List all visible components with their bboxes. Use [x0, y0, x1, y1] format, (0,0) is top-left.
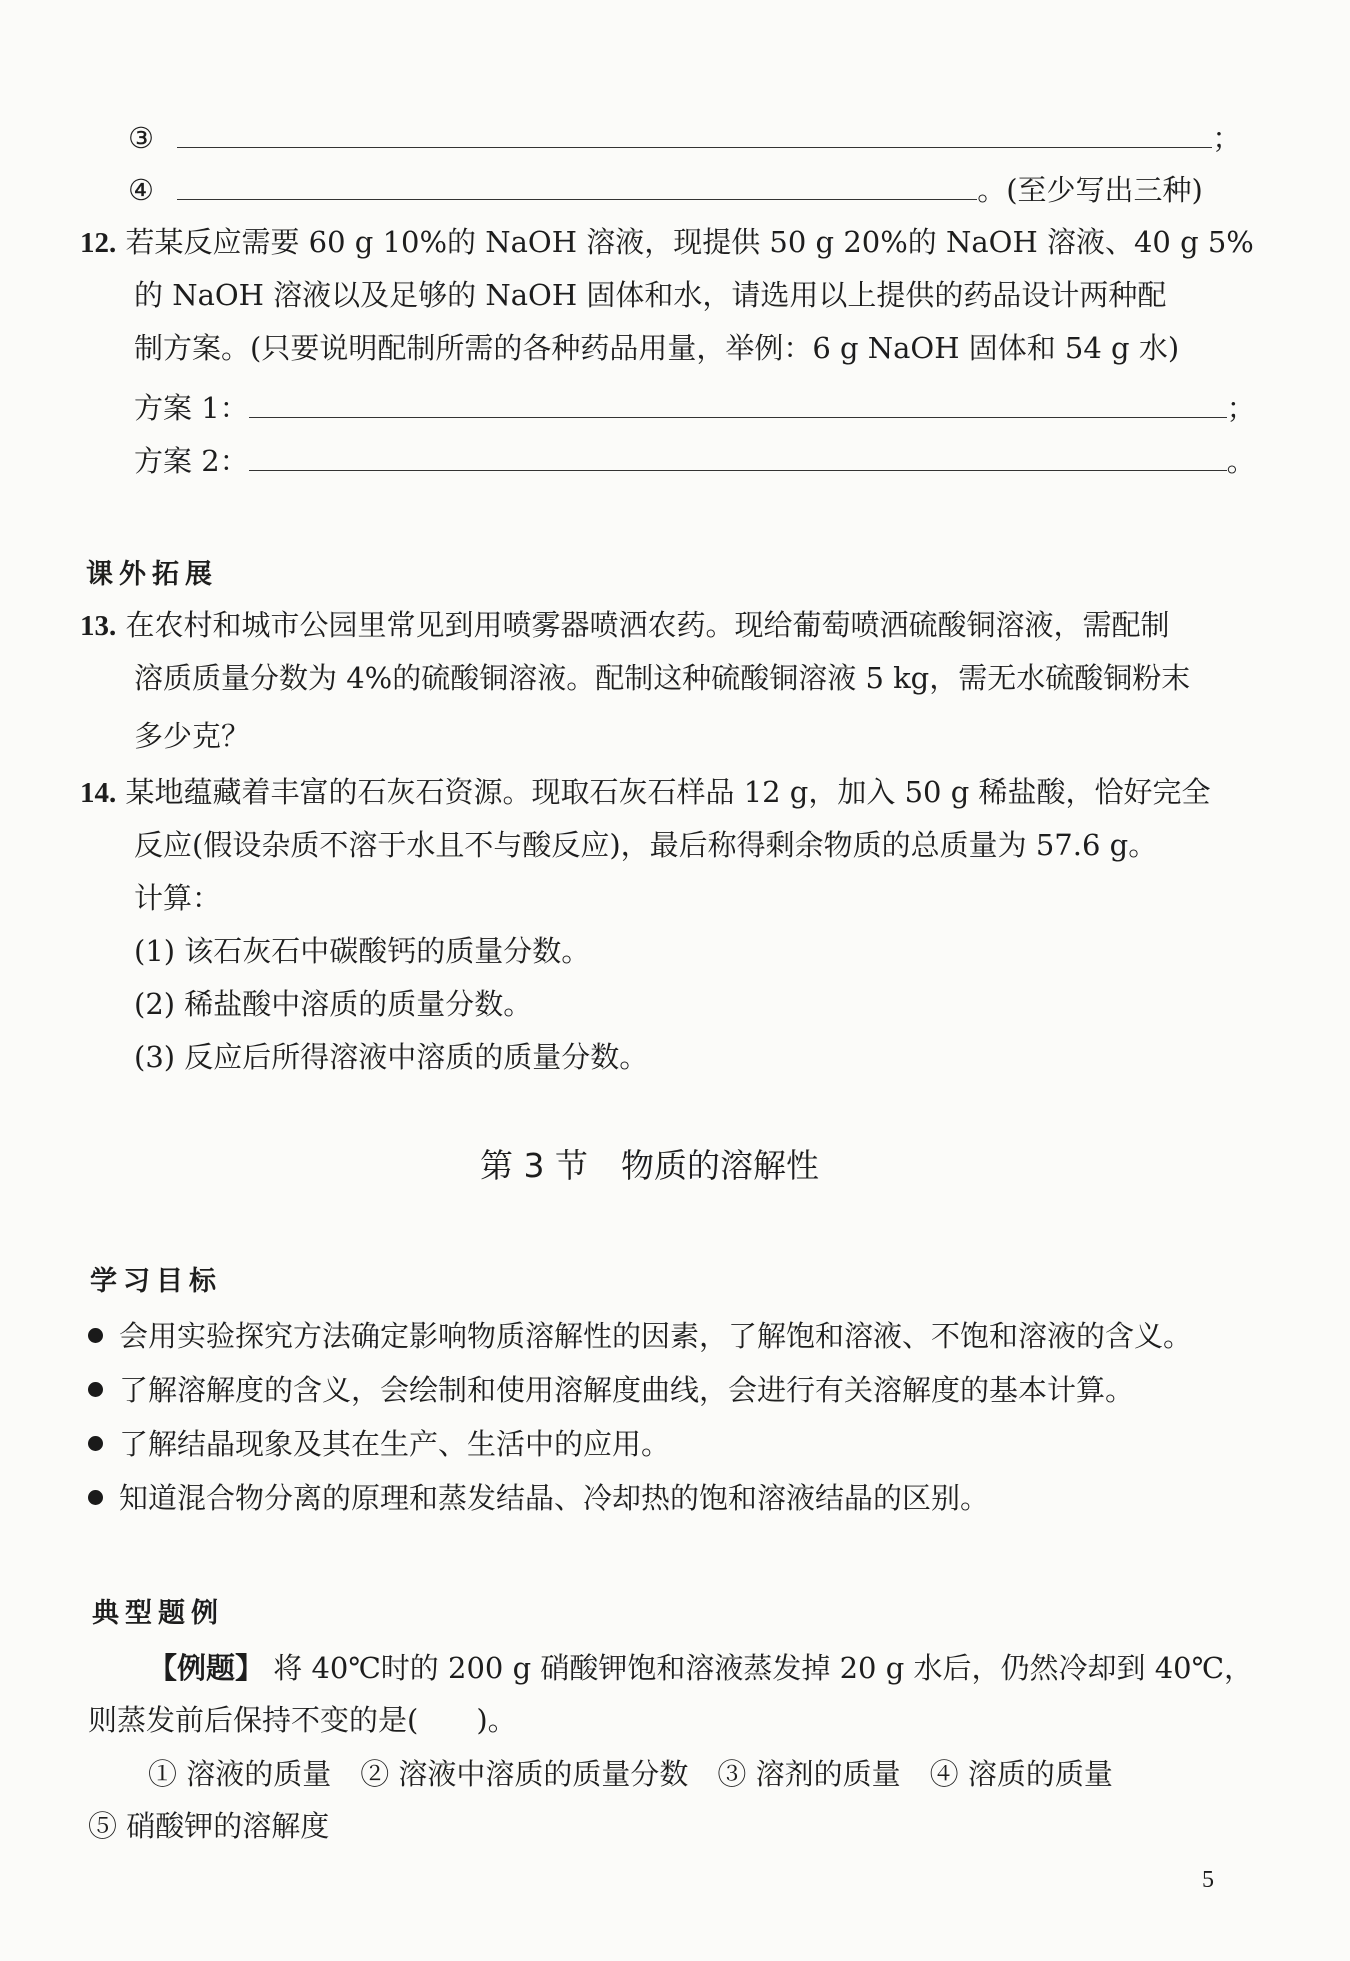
typical-examples-heading: 典型题例: [92, 1598, 224, 1629]
objective-item: [88, 1370, 1134, 1410]
plan-2: [134, 441, 1256, 481]
q11-item3: [128, 118, 1241, 158]
plan-1-label: 方案 1：: [134, 391, 249, 425]
item4-marker: ④: [128, 173, 154, 207]
punct: ；: [1212, 121, 1242, 155]
objective-text: 会用实验探究方法确定影响物质溶解性的因素，了解饱和溶液、不饱和溶液的含义。: [119, 1319, 1193, 1353]
question-13-line3: 多少克？: [134, 719, 251, 753]
plan-1-blank[interactable]: [249, 389, 1227, 418]
question-14-line2: 反应(假设杂质不溶于水且不与酸反应)，最后称得剩余物质的总质量为 57.6 g。: [134, 828, 1158, 862]
question-12-line3: 制方案。(只要说明配制所需的各种药品用量，举例：6 g NaOH 固体和 54 g 水): [134, 331, 1180, 365]
objective-text: 知道混合物分离的原理和蒸发结晶、冷却热的饱和溶液结晶的区别。: [119, 1481, 990, 1515]
page-number: 5: [1202, 1867, 1214, 1893]
plan-1: [134, 388, 1256, 428]
question-14-line3: 计算：: [134, 881, 222, 915]
objective-item: [88, 1478, 989, 1518]
learning-objectives-heading: 学习目标: [90, 1266, 222, 1297]
bullet-icon: [88, 1490, 103, 1505]
answer-blank[interactable]: [177, 171, 977, 200]
question-number: 14.: [80, 777, 117, 809]
bullet-icon: [88, 1382, 103, 1397]
punct: ；: [1226, 391, 1256, 425]
objective-item: [88, 1316, 1192, 1356]
question-13-line1: [80, 605, 1169, 646]
answer-blank[interactable]: [177, 119, 1212, 148]
section-title: 第 3 节 物质的溶解性: [480, 1146, 819, 1185]
note: 。(至少写出三种): [977, 173, 1203, 207]
item3-marker: ③: [128, 121, 154, 155]
plan-2-label: 方案 2：: [134, 444, 249, 478]
objective-text: 了解结晶现象及其在生产、生活中的应用。: [119, 1427, 671, 1461]
example-label: 【例题】: [148, 1651, 265, 1685]
question-12-line2: 的 NaOH 溶液以及足够的 NaOH 固体和水，请选用以上提供的药品设计两种配: [134, 278, 1167, 312]
question-number: 12.: [80, 227, 117, 259]
question-14-line1: [80, 772, 1211, 813]
example-line1: [148, 1648, 1253, 1688]
example-options: ① 溶液的质量 ② 溶液中溶质的质量分数 ③ 溶剂的质量 ④ 溶质的质量: [148, 1757, 1113, 1791]
question-14-sub3: (3) 反应后所得溶液中溶质的质量分数。: [134, 1040, 649, 1074]
question-number: 13.: [80, 610, 117, 642]
question-14-sub1: (1) 该石灰石中碳酸钙的质量分数。: [134, 934, 591, 968]
example-text: 将 40℃时的 200 g 硝酸钾饱和溶液蒸发掉 20 g 水后，仍然冷却到 40℃，: [273, 1651, 1254, 1685]
question-12-line1: [80, 222, 1254, 263]
bullet-icon: [88, 1328, 103, 1343]
question-text: 某地蕴藏着丰富的石灰石资源。现取石灰石样品 12 g，加入 50 g 稀盐酸，恰好完全: [125, 775, 1211, 809]
section-heading-extension: 课外拓展: [86, 559, 218, 590]
bullet-icon: [88, 1436, 103, 1451]
objective-text: 了解溶解度的含义，会绘制和使用溶解度曲线，会进行有关溶解度的基本计算。: [119, 1373, 1135, 1407]
example-line2: 则蒸发前后保持不变的是( )。: [88, 1703, 517, 1737]
question-text: 在农村和城市公园里常见到用喷雾器喷洒农药。现给葡萄喷洒硫酸铜溶液，需配制: [125, 608, 1170, 642]
plan-2-blank[interactable]: [249, 442, 1227, 471]
punct: 。: [1226, 444, 1256, 478]
q11-item4: [128, 170, 1203, 210]
question-text: 若某反应需要 60 g 10%的 NaOH 溶液，现提供 50 g 20%的 NaOH 溶液、40 g 5%: [125, 225, 1254, 259]
question-13-line2: 溶质质量分数为 4%的硫酸铜溶液。配制这种硫酸铜溶液 5 kg，需无水硫酸铜粉末: [134, 661, 1191, 695]
example-option-5: ⑤ 硝酸钾的溶解度: [88, 1809, 330, 1843]
objective-item: [88, 1424, 670, 1464]
question-14-sub2: (2) 稀盐酸中溶质的质量分数。: [134, 987, 533, 1021]
